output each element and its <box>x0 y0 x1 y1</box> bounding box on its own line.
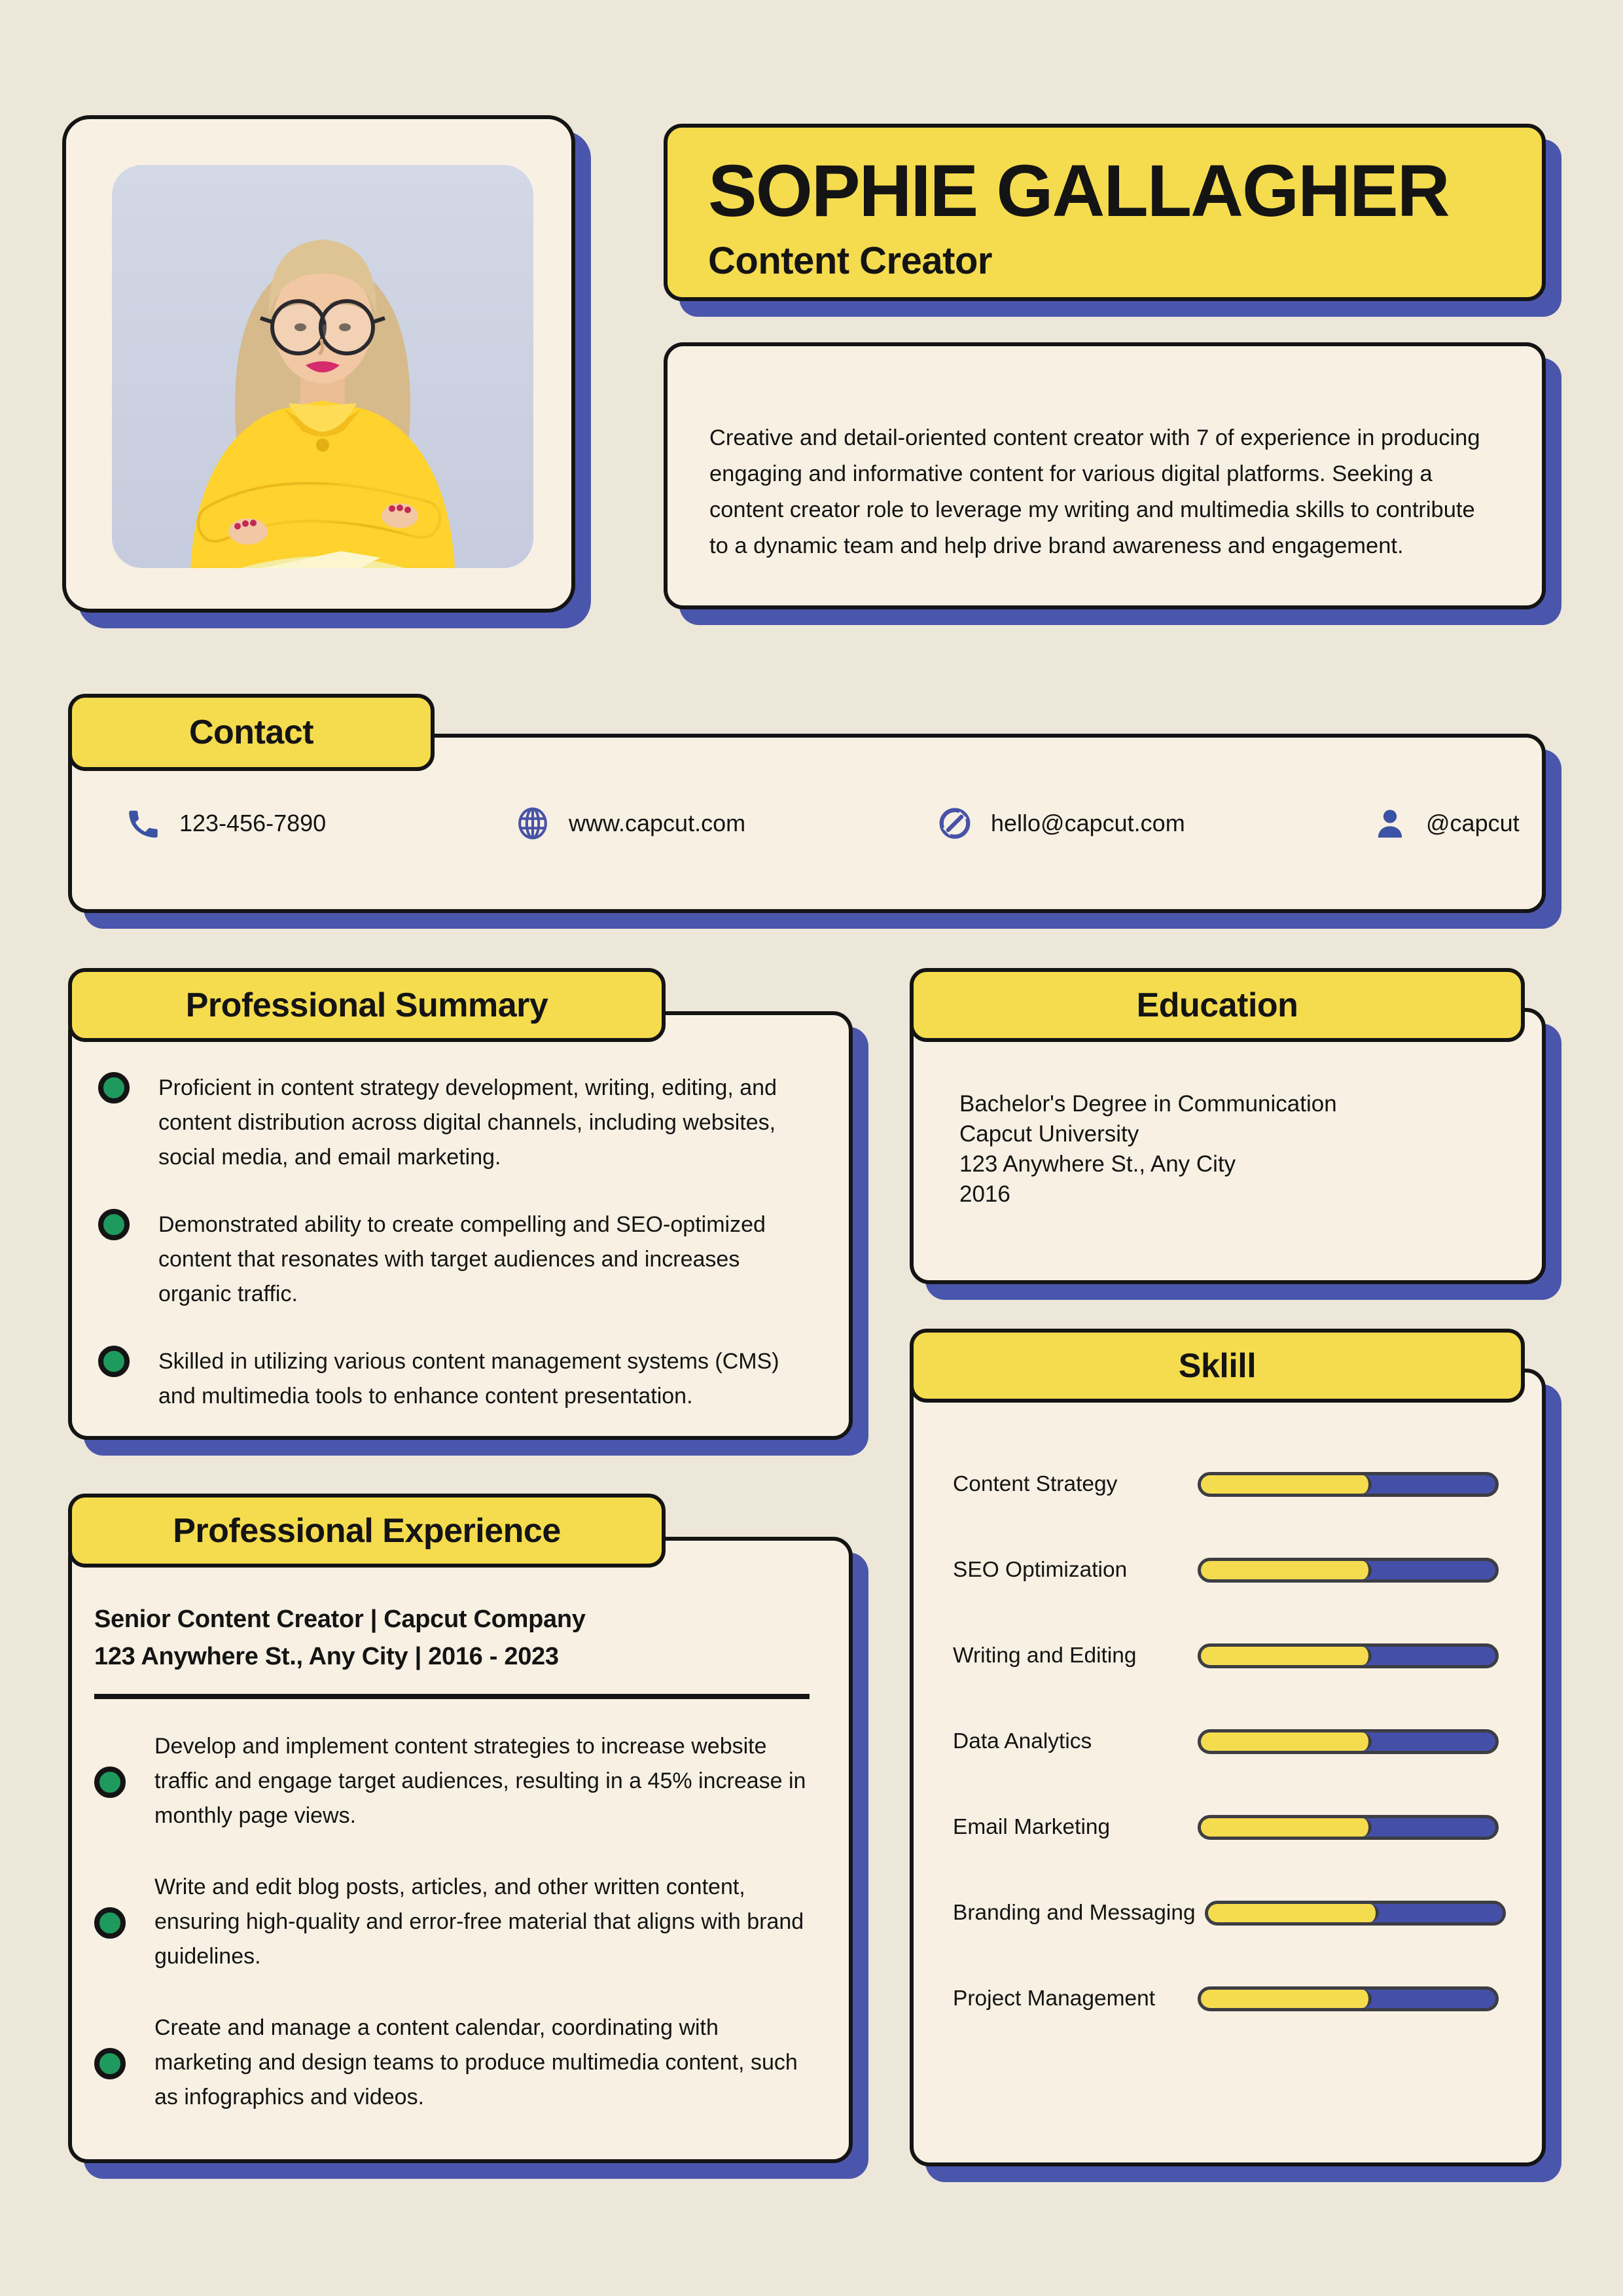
contact-section-tab <box>68 694 435 771</box>
portrait-photo <box>112 165 533 568</box>
education-year: 2016 <box>959 1181 1010 1207</box>
experience-bullet-text: Develop and implement content strategies to increase website traffic and engage target audiences, resulting in a 45% increase in monthly page views. <box>154 1734 806 1829</box>
contact-item-website <box>514 804 745 842</box>
profile-summary-text: Creative and detail-oriented content creator with 7 of experience in producing engaging and informative content for various digital platforms. Seeking a content creator role to leverage my writing and multimedia skills to contribute to a dynamic team and help drive brand awareness and engagement. <box>709 425 1480 559</box>
skills-card <box>910 1369 1546 2166</box>
professional-experience-title: Professional Experience <box>173 1511 561 1550</box>
bullet-dot-icon <box>98 1209 130 1240</box>
skill-row <box>953 1870 1499 1956</box>
experience-bullet-item <box>94 2011 810 2115</box>
phone-icon <box>124 804 162 842</box>
contact-section-title: Contact <box>188 713 314 751</box>
skill-row <box>953 1613 1499 1698</box>
experience-role: Senior Content Creator | Capcut Company <box>94 1605 586 1633</box>
skill-progress-bar <box>1198 1729 1499 1754</box>
summary-bullet-item <box>98 1344 819 1414</box>
skills-title: Sklill <box>1178 1346 1257 1385</box>
skill-label: SEO Optimization <box>953 1557 1128 1582</box>
skill-label: Data Analytics <box>953 1729 1092 1753</box>
professional-summary-title: Professional Summary <box>185 986 548 1024</box>
globe-icon <box>514 804 552 842</box>
skill-row <box>953 1698 1499 1784</box>
bullet-dot-icon <box>94 2048 126 2079</box>
education-degree: Bachelor's Degree in Communication <box>959 1091 1337 1117</box>
summary-bullet-text: Proficient in content strategy development, writing, editing, and content distribution across digital channels, including websites, social media, and email marketing. <box>158 1075 777 1170</box>
skill-row <box>953 1956 1499 2041</box>
education-school: Capcut University <box>959 1121 1139 1147</box>
skill-label: Project Management <box>953 1986 1156 2011</box>
skill-progress-bar <box>1198 1643 1499 1668</box>
bullet-dot-icon <box>98 1072 130 1103</box>
summary-bullet-text: Demonstrated ability to create compelling and SEO-optimized content that resonates with target audiences and increases organic traffic. <box>158 1212 766 1307</box>
role-subtitle: Content Creator <box>708 240 992 283</box>
education-address: 123 Anywhere St., Any City <box>959 1151 1236 1177</box>
education-tab <box>910 968 1525 1042</box>
professional-summary-card <box>68 1011 853 1440</box>
portrait-illustration <box>112 165 533 568</box>
contact-website-value: www.capcut.com <box>569 810 746 836</box>
professional-experience-tab <box>68 1494 666 1568</box>
skill-row <box>953 1784 1499 1870</box>
skill-row <box>953 1527 1499 1613</box>
skill-progress-fill <box>1201 1732 1372 1751</box>
experience-bullet-text: Create and manage a content calendar, coordinating with marketing and design teams to produce multimedia content, such as infographics and videos. <box>154 2015 798 2110</box>
education-title: Education <box>1136 986 1298 1024</box>
bullet-dot-icon <box>94 1767 126 1798</box>
skill-label: Email Marketing <box>953 1814 1111 1839</box>
experience-bullet-item <box>94 1729 810 1833</box>
skill-progress-fill <box>1201 1475 1372 1494</box>
skill-progress-fill <box>1201 1990 1372 2008</box>
summary-bullet-item <box>98 1208 819 1312</box>
summary-bullet-text: Skilled in utilizing various content management systems (CMS) and multimedia tools to enhance content presentation. <box>158 1349 779 1409</box>
skill-progress-fill <box>1201 1818 1372 1837</box>
link-icon <box>936 804 974 842</box>
page-title-name: SOPHIE GALLAGHER <box>708 150 1449 232</box>
skill-label: Branding and Messaging <box>953 1900 1196 1925</box>
skills-tab <box>910 1329 1525 1403</box>
title-card <box>664 124 1546 301</box>
section-divider <box>94 1694 810 1699</box>
skill-progress-bar <box>1198 1815 1499 1840</box>
summary-bullet-item <box>98 1071 819 1175</box>
experience-bullet-text: Write and edit blog posts, articles, and other written content, ensuring high-quality and error-free material that aligns with brand guidelines. <box>154 1874 804 1969</box>
skill-label: Writing and Editing <box>953 1643 1137 1668</box>
bullet-dot-icon <box>94 1907 126 1939</box>
profile-summary-card <box>664 342 1546 609</box>
skill-progress-fill <box>1201 1561 1372 1579</box>
skill-progress-bar <box>1205 1901 1506 1926</box>
skill-progress-fill <box>1201 1647 1372 1665</box>
contact-item-social <box>1371 804 1520 842</box>
skill-row <box>953 1441 1499 1527</box>
photo-card <box>62 115 575 613</box>
professional-experience-card <box>68 1537 853 2163</box>
skill-progress-bar <box>1198 1558 1499 1583</box>
professional-summary-tab <box>68 968 666 1042</box>
contact-email-value: hello@capcut.com <box>991 810 1185 836</box>
skill-progress-fill <box>1208 1904 1379 1922</box>
experience-bullet-item <box>94 1870 810 1974</box>
experience-meta: 123 Anywhere St., Any City | 2016 - 2023 <box>94 1643 559 1670</box>
skill-progress-bar <box>1198 1472 1499 1497</box>
contact-item-phone <box>124 804 326 842</box>
bullet-dot-icon <box>98 1346 130 1377</box>
person-icon <box>1371 804 1409 842</box>
skill-label: Content Strategy <box>953 1471 1118 1496</box>
contact-item-email <box>936 804 1185 842</box>
education-card <box>910 1008 1546 1284</box>
contact-phone-value: 123-456-7890 <box>179 810 327 836</box>
skill-progress-bar <box>1198 1986 1499 2011</box>
contact-social-value: @capcut <box>1426 810 1520 836</box>
